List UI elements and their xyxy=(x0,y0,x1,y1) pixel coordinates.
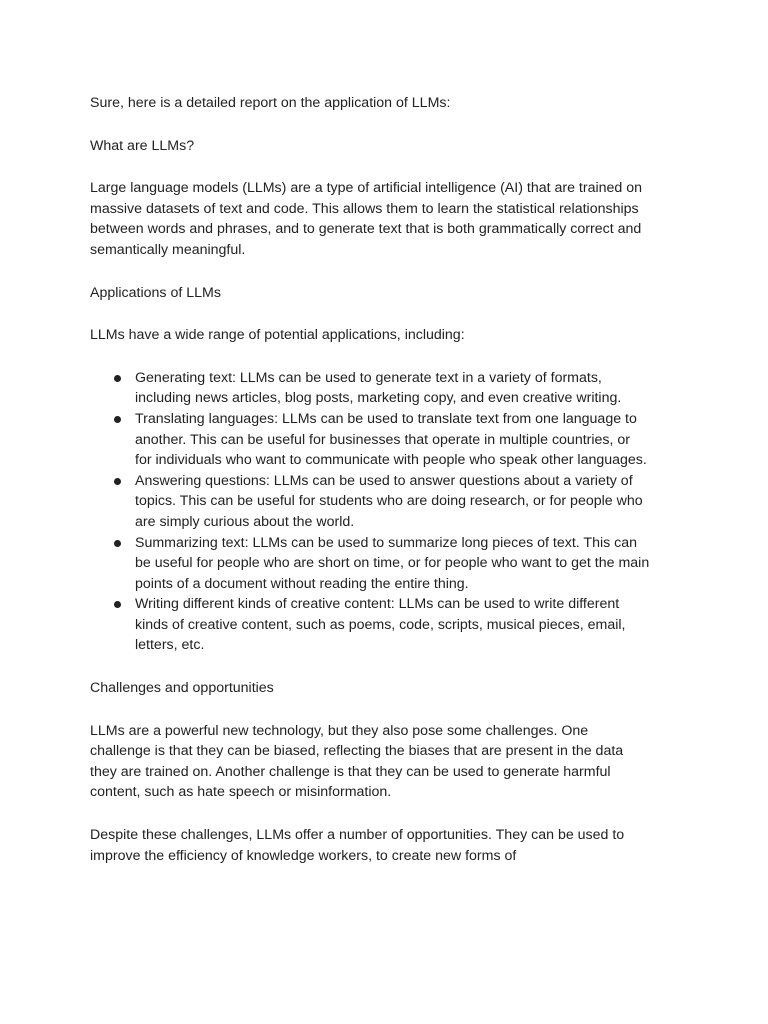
intro-text: Sure, here is a detailed report on the application of LLMs: xyxy=(90,95,451,111)
list-item-text: Summarizing text: LLMs can be used to summarize long pieces of text. This can be useful for people who are short on time, or for people who want to get the main points of a document without reading the entire thing. xyxy=(135,534,650,592)
paragraph-what-are-llms: Large language models (LLMs) are a type of artificial intelligence (AI) that are trained on massive datasets of text and code. This allows them to learn the statistical relationships between words and phrases, and to generate text that is both grammatically correct and semantically meaningful. xyxy=(90,180,643,258)
paragraph-applications-intro: LLMs have a wide range of potential applications, including: xyxy=(90,327,465,344)
list-item-summarizing-text xyxy=(90,533,650,595)
list-item-answering-questions xyxy=(90,471,650,533)
document-body xyxy=(90,93,650,888)
paragraph-challenges: LLMs are a powerful new technology, but they also pose some challenges. One challenge is that they can be biased, reflecting the biases that are present in the data they are trained on. Another challenge is that they can be used to generate harmful content, such as hate speech or misinformation. xyxy=(90,722,624,801)
list-item-generating-text xyxy=(90,368,650,409)
applications-list xyxy=(90,368,650,656)
heading-applications: Applications of LLMs xyxy=(90,284,221,301)
list-item-text: Translating languages: LLMs can be used to translate text from one language to another. This can be useful for businesses that operate in multiple countries, or for individuals who want to communicate with people who speak other languages. xyxy=(135,410,647,469)
list-item-text: Answering questions: LLMs can be used to answer questions about a variety of topics. This can be useful for students who are doing research, or for people who are simply curious about the world. xyxy=(135,472,643,530)
list-item-text: Writing different kinds of creative content: LLMs can be used to write different kinds of creative content, such as poems, code, scripts, musical pieces, email, letters, etc. xyxy=(135,596,626,654)
bullet-icon xyxy=(114,601,121,608)
heading-what-are-llms: What are LLMs? xyxy=(90,137,195,154)
bullet-icon xyxy=(114,416,121,423)
list-item-creative-content xyxy=(90,594,650,656)
bullet-icon xyxy=(114,540,121,547)
paragraph-opportunities: Despite these challenges, LLMs offer a number of opportunities. They can be used to improve the efficiency of knowledge workers, to create new forms of xyxy=(90,827,625,864)
bullet-icon xyxy=(114,375,121,382)
list-item-text: Generating text: LLMs can be used to generate text in a variety of formats, including news articles, blog posts, marketing copy, and even creative writing. xyxy=(135,369,622,407)
bullet-icon xyxy=(114,478,121,485)
list-item-translating-languages xyxy=(90,409,650,471)
heading-challenges: Challenges and opportunities xyxy=(90,680,274,697)
